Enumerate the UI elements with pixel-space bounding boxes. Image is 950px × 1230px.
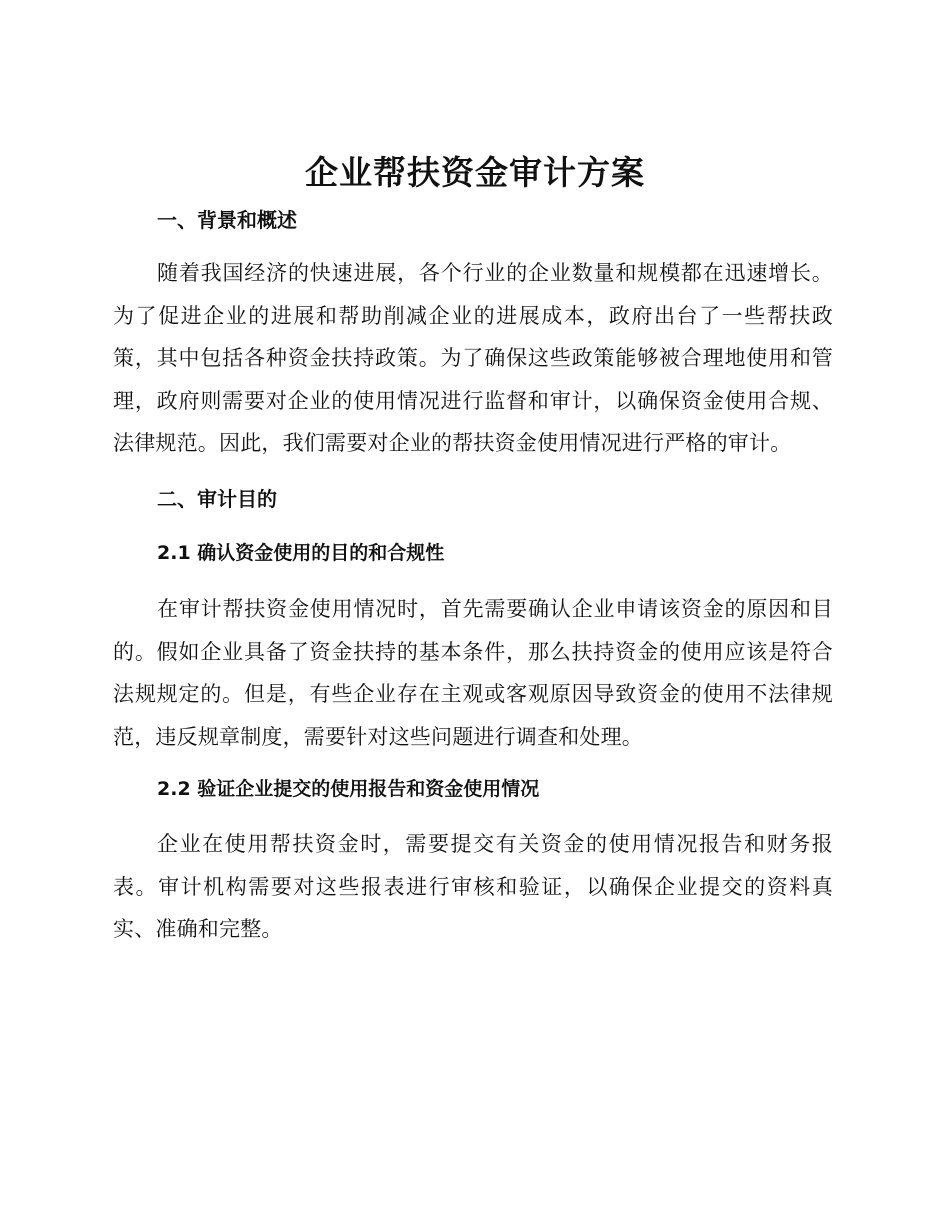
section-heading-background: 一、背景和概述: [157, 208, 297, 232]
paragraph-2-1: 在审计帮扶资金使用情况时，首先需要确认企业申请该资金的原因和目的。假如企业具备了资金扶持的基本条件，那么扶持资金的使用应该是符合法规规定的。但是，有些企业存在主观或客观原因导致资金的使用不法律规范，违反规章制度，需要针对这些问题进行调查和处理。: [113, 597, 833, 749]
paragraph-background: 随着我国经济的快速进展，各个行业的企业数量和规模都在迅速增长。为了促进企业的进展和帮助削减企业的进展成本，政府出台了一些帮扶政策，其中包括各种资金扶持政策。为了确保这些政策能够被合理地使用和管理，政府则需要对企业的使用情况进行监督和审计，以确保资金使用合规、法律规范。因此，我们需要对企业的帮扶资金使用情况进行严格的审计。: [113, 261, 833, 455]
subsection-heading-2-2: 2.2 验证企业提交的使用报告和资金使用情况: [157, 778, 540, 800]
subsection-heading-2-1: 2.1 确认资金使用的目的和合规性: [157, 542, 445, 564]
paragraph-2-2: 企业在使用帮扶资金时，需要提交有关资金的使用情况报告和财务报表。审计机构需要对这些报表进行审核和验证，以确保企业提交的资料真实、准确和完整。: [113, 832, 833, 941]
document-title: 企业帮扶资金审计方案: [305, 153, 645, 192]
section-heading-audit-purpose: 二、审计目的: [157, 487, 277, 511]
